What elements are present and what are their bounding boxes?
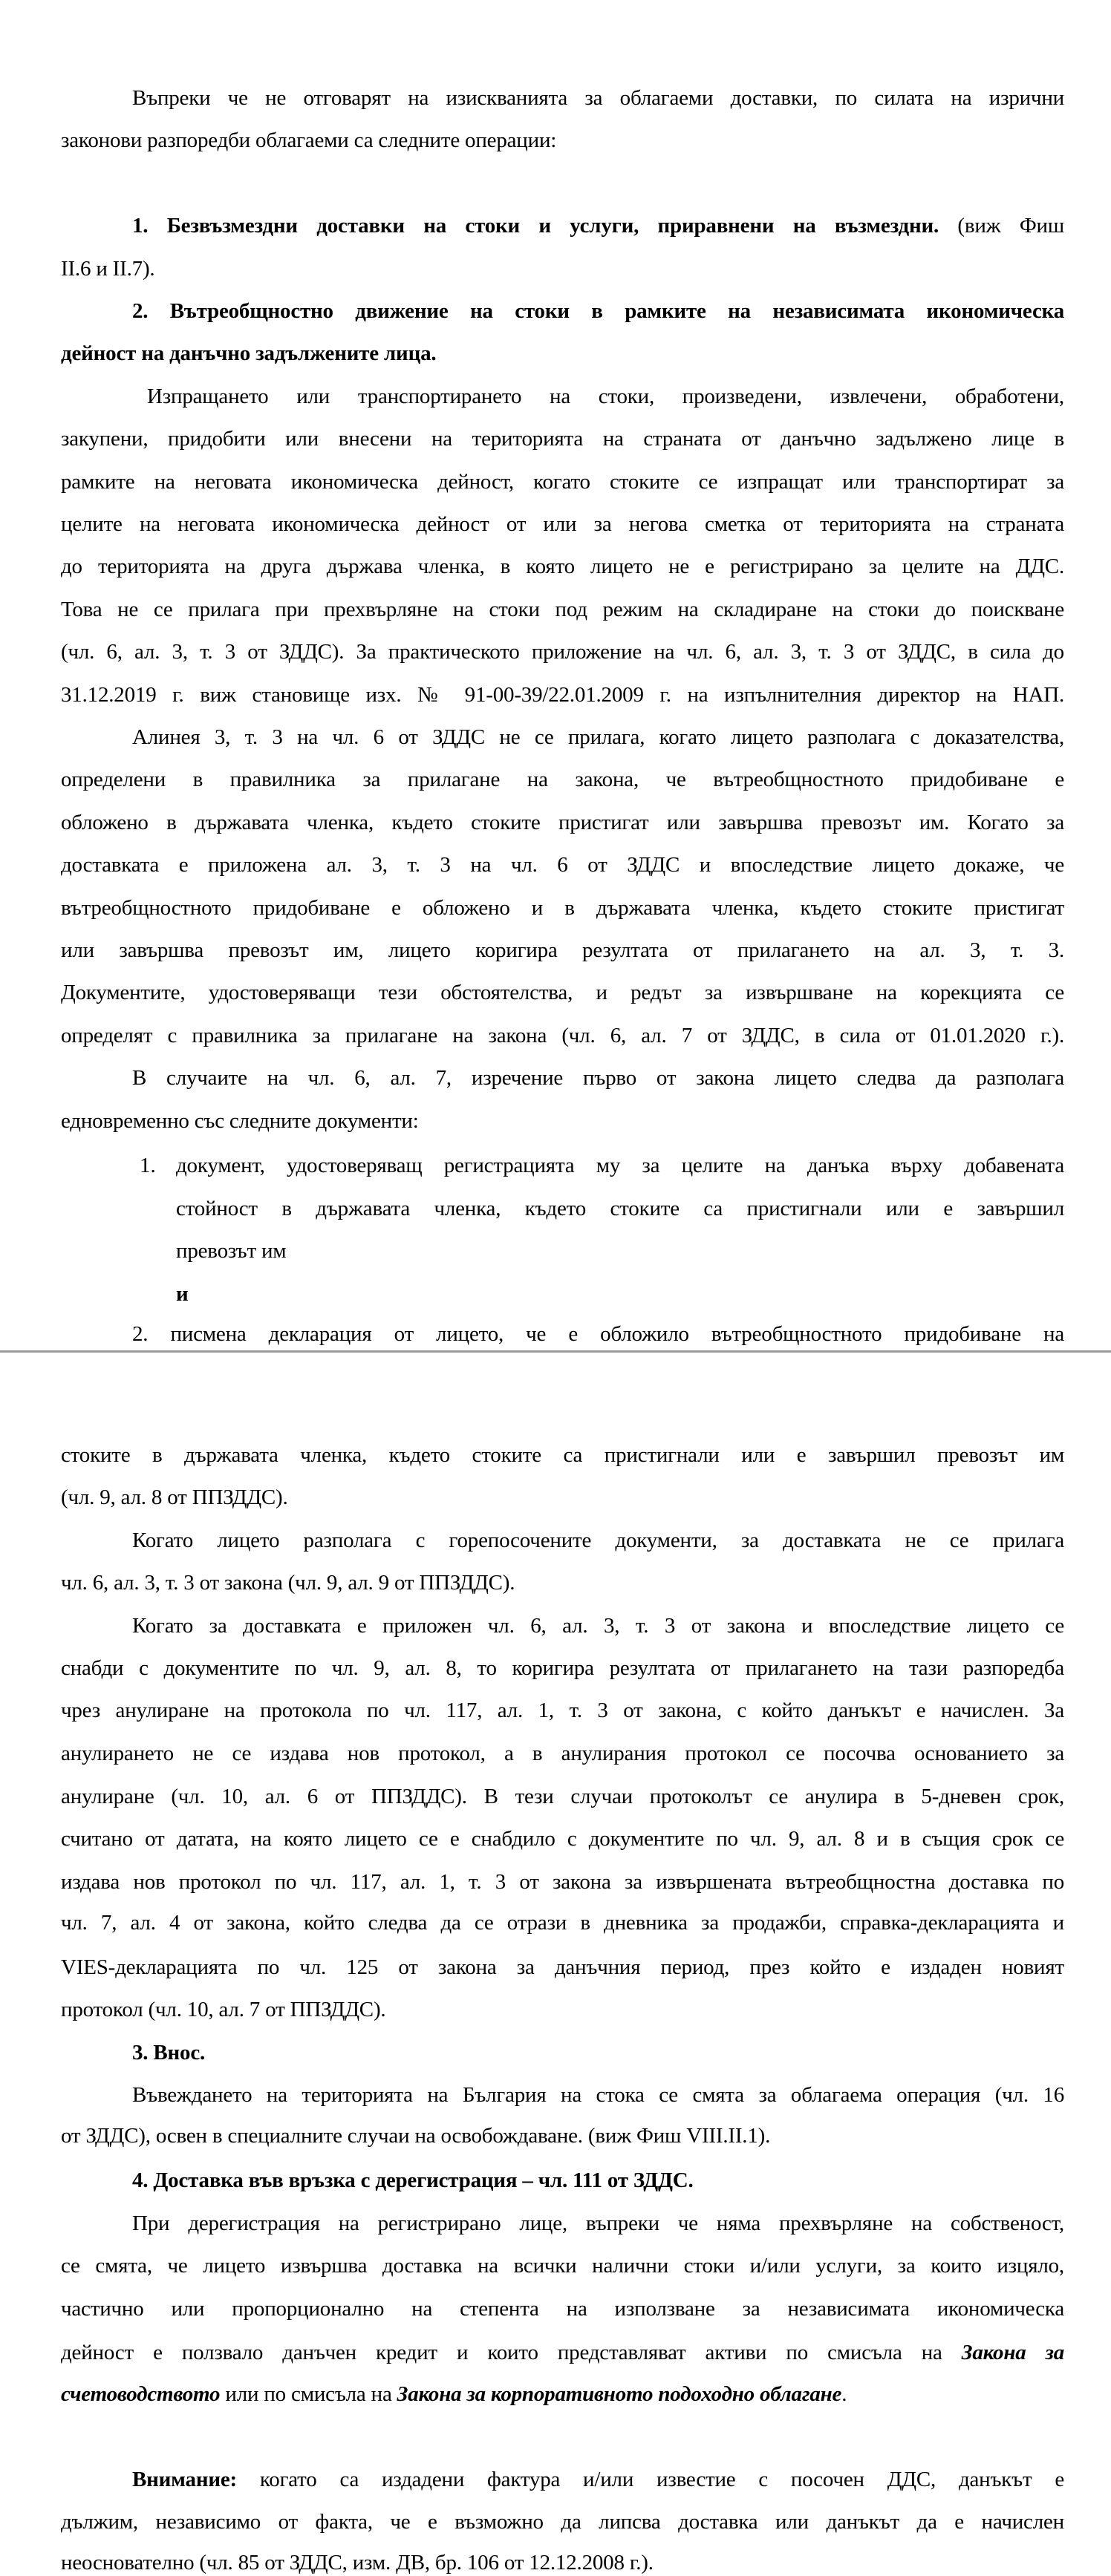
text-run: когато са издадени фактура и/или известие с посочен ДДС, данъкът е xyxy=(236,2468,1064,2491)
text-run: Въпреки че не отговарят на изискванията за облагаеми доставки, по силата на изрични xyxy=(132,86,1064,110)
text-run: (чл. 9, ал. 8 от ППЗДДС). xyxy=(61,1485,288,1509)
text-line xyxy=(132,2085,1064,2106)
attention-note xyxy=(132,2469,1064,2491)
text-run: 3. Внос. xyxy=(132,2041,206,2065)
text-run: 2. Вътреобщностно движение на стоки в рамките на независимата икономическа xyxy=(132,299,1064,323)
section-4-heading xyxy=(132,2170,1064,2191)
text-line xyxy=(132,1615,1064,1637)
text-run: дейност е ползвало данъчен кредит и които представляват активи по смисъла на xyxy=(61,2341,962,2364)
text-line xyxy=(61,2384,1064,2405)
text-run: снабди с документите по чл. 9, ал. 8, то коригира резултата от прилагането на тази разпоредба xyxy=(61,1656,1064,1680)
text-run: издава нов протокол по чл. 117, ал. 1, т. 3 от закона за извършената вътреобщностна доставка по xyxy=(61,1870,1064,1894)
text-run: В случаите на чл. 6, ал. 7, изречение първо от закона лицето следва да разполага xyxy=(132,1066,1064,1090)
text-line xyxy=(61,1658,1064,1679)
text-line xyxy=(132,1530,1064,1552)
text-run: едновременно със следните документи: xyxy=(61,1109,419,1133)
text-run: доставката е приложена ал. 3, т. 3 на чл. 6 от ЗДДС и впоследствие лицето докаже, че xyxy=(61,853,1064,877)
attention-note xyxy=(61,2552,1064,2574)
text-run: Изпращането или транспортирането на стоки, произведени, извлечени, обработени, xyxy=(147,385,1064,408)
text-line xyxy=(61,1871,1064,1893)
text-line xyxy=(61,2342,1064,2364)
text-run: целите на неговата икономическа дейност от или за негова сметка от територията на страната xyxy=(61,512,1064,536)
text-run: и xyxy=(176,1282,189,1306)
text-run: счетоводството xyxy=(61,2382,221,2406)
text-run: стойност в държавата членка, където стоките са пристигнали или е завършил xyxy=(176,1197,1064,1220)
text-run: II.6 и II.7). xyxy=(61,257,155,281)
text-run: превозът им xyxy=(176,1239,287,1263)
text-run: неоснователно (чл. 85 от ЗДДС, изм. ДВ, бр. 106 от 12.12.2008 г.). xyxy=(61,2551,654,2575)
text-run: определят с правилника за прилагане на закона (чл. 6, ал. 7 от ЗДДС, в сила от 01.01.2020 г.). xyxy=(61,1024,1064,1047)
text-line xyxy=(61,1999,1064,2021)
text-line xyxy=(61,1700,1064,1722)
text-run: Въвеждането на територията на България на стока се смята за облагаема операция (чл. 16 xyxy=(132,2083,1064,2107)
text-run: Внимание: xyxy=(132,2468,237,2491)
text-run: или завършва превозът им, лицето коригира резултата от прилагането на ал. 3, т. 3. xyxy=(61,938,1064,962)
text-run: чрез анулиране на протокола по чл. 117, ал. 1, т. 3 от закона, с който данъкът е начислен. За xyxy=(61,1699,1064,1722)
page-break-divider xyxy=(0,1350,1111,1353)
text-run: дейност на данъчно задължените лица. xyxy=(61,341,437,365)
text-run: Когато лицето разполага с горепосочените документи, за доставката не се прилага xyxy=(132,1529,1064,1552)
text-line xyxy=(61,1743,1064,1765)
text-run: 2. писмена декларация от лицето, че е обложило вътреобщностното придобиване на xyxy=(132,1322,1064,1346)
text-run: Закона за корпоративното подоходно облагане xyxy=(397,2382,842,2406)
text-run: законови разпоредби облагаеми са следните операции: xyxy=(61,128,557,152)
list-number: 1. xyxy=(140,1154,156,1177)
text-line xyxy=(61,1828,1064,1850)
text-run: (чл. 6, ал. 3, т. 3 от ЗДДС). За практическото приложение на чл. 6, ал. 3, т. 3 от ЗДДС, в сила до xyxy=(61,640,1064,664)
text-run: Документите, удостоверяващи тези обстоятелства, и редът за извършване на корекцията се xyxy=(61,981,1064,1004)
text-run: чл. 7, ал. 4 от закона, който следва да се отрази в дневника за продажби, справка-декларацията и xyxy=(61,1911,1064,1935)
text-run: . xyxy=(841,2382,847,2406)
attention-note xyxy=(61,2511,1064,2533)
text-line xyxy=(61,2298,1064,2320)
text-run: обложено в държавата членка, където стоките пристигат или завършва превозът им. Когато за xyxy=(61,811,1064,834)
text-run: анулирането не се издава нов протокол, а в анулирания протокол се посочва основанието за xyxy=(61,1742,1064,1765)
text-run: закупени, придобити или внесени на територията на страната от данъчно задължено лице в xyxy=(61,427,1064,451)
text-run: 31.12.2019 г. виж становище изх. № 91-00-39/22.01.2009 г. на изпълнителния директор на НАП. xyxy=(61,683,1064,707)
text-line xyxy=(61,1487,1064,1508)
text-run: (виж Фиш xyxy=(957,214,1064,238)
text-run: Това не се прилага при прехвърляне на стоки под режим на складиране на стоки до поискване xyxy=(61,598,1064,621)
section-3-heading xyxy=(132,2042,1064,2064)
text-line xyxy=(61,2125,1064,2147)
text-run: VIES-декларацията по чл. 125 от закона за данъчния период, през който е издаден новият xyxy=(61,1955,1064,1979)
text-run: 1. Безвъзмездни доставки на стоки и услуги, приравнени на възмездни. xyxy=(132,214,958,238)
text-line xyxy=(61,2255,1064,2277)
text-run: дължим, независимо от факта, че е възможно да липсва доставка или данъкът да е начислен xyxy=(61,2510,1064,2534)
text-run: считано от датата, на която лицето се е снабдило с документите по чл. 9, ал. 8 и в същия срок се xyxy=(61,1827,1064,1851)
text-run: частично или пропорционално на степента на използване за независимата икономическа xyxy=(61,2297,1064,2321)
text-line xyxy=(61,1957,1064,1978)
text-run: протокол (чл. 10, ал. 7 от ППЗДДС). xyxy=(61,1998,386,2021)
text-run: Закона за xyxy=(961,2341,1064,2364)
text-run: анулиране (чл. 10, ал. 6 от ППЗДДС). В тези случаи протоколът се анулира в 5-дневен срок, xyxy=(61,1785,1064,1808)
text-run: чл. 6, ал. 3, т. 3 от закона (чл. 9, ал. 9 от ППЗДДС). xyxy=(61,1571,515,1595)
text-run: 4. Доставка във връзка с дерегистрация – чл. 111 от ЗДДС. xyxy=(132,2168,694,2192)
text-run: Когато за доставката е приложен чл. 6, ал. 3, т. 3 от закона и впоследствие лицето се xyxy=(132,1614,1064,1638)
text-run: от ЗДДС), освен в специалните случаи на освобождаване. (виж Фиш VIII.II.1). xyxy=(61,2124,771,2148)
text-run: стоките в държавата членка, където стоките са пристигнали или е завършил превозът им xyxy=(61,1443,1064,1467)
text-run: вътреобщностното придобиване е обложено и в държавата членка, където стоките пристигат xyxy=(61,896,1064,920)
text-run: рамките на неговата икономическа дейност, когато стоките се изпращат или транспортират за xyxy=(61,470,1064,494)
text-line xyxy=(61,1912,1064,1934)
text-run: Алинея 3, т. 3 на чл. 6 от ЗДДС не се прилага, когато лицето разполага с доказателства, xyxy=(132,725,1064,749)
text-run: При дерегистрация на регистрирано лице, въпреки че няма прехвърляне на собственост, xyxy=(132,2211,1064,2235)
text-line xyxy=(61,1786,1064,1808)
list-item-2 xyxy=(61,1445,1064,1466)
text-run: документ, удостоверяващ регистрацията му за целите на данъка върху добавената xyxy=(176,1154,1064,1177)
text-line xyxy=(132,2213,1064,2235)
text-run: или по смисъла на xyxy=(220,2382,397,2406)
text-run: определени в правилника за прилагане на закона, че вътреобщностното придобиване е xyxy=(61,768,1064,791)
text-run: се смята, че лицето извършва доставка на всички налични стоки и/или услуги, за които изцяло, xyxy=(61,2254,1064,2278)
text-run: до територията на друга държава членка, в която лицето не е регистрирано за целите на ДДС. xyxy=(61,555,1064,578)
text-line xyxy=(61,1572,1064,1594)
